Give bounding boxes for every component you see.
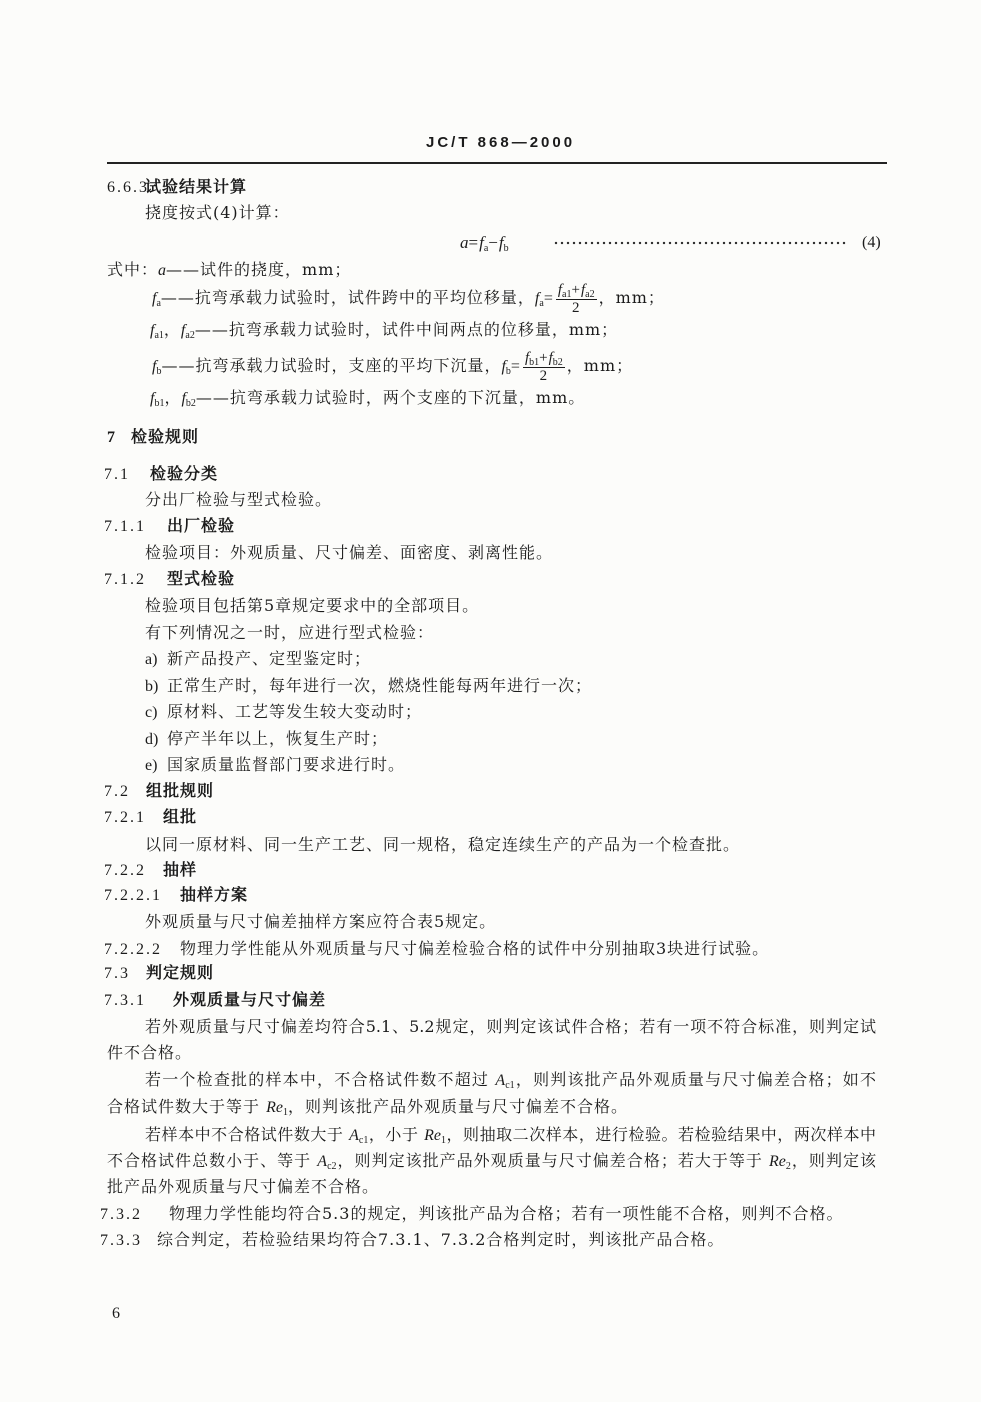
list-item — [145, 729, 388, 750]
subscript: 2 — [785, 1161, 791, 1172]
a-definition: ——试件的挠度，mm； — [166, 260, 352, 279]
where-fa12-line — [150, 320, 618, 341]
f-symbol: f — [548, 350, 553, 366]
f-symbol: f — [180, 322, 186, 339]
fraction-denominator: 2 — [539, 368, 549, 384]
formula-subscript-a: a — [483, 243, 489, 254]
text-segment: ，则判定该批产品外观质量与尺寸偏差合格；若大于等于 — [336, 1151, 770, 1170]
subscript: b — [505, 366, 511, 377]
subscript: a2 — [185, 330, 195, 341]
unit-text: ，mm； — [566, 356, 634, 375]
page-number: 6 — [112, 1305, 121, 1322]
fraction-numerator — [556, 281, 597, 300]
re-symbol: Re — [769, 1153, 786, 1170]
clause-number: 7.1 — [104, 466, 130, 483]
fa12-definition: ——抗弯承载力试验时，试件中间两点的位移量，mm； — [194, 320, 619, 339]
list-item — [145, 755, 405, 776]
re-symbol: Re — [424, 1127, 441, 1144]
fa-definition: ——抗弯承载力试验时，试件跨中的平均位移量， — [160, 288, 535, 307]
chapter-number: 7 — [107, 429, 117, 446]
text-segment: 若样本中不合格试件数大于 — [145, 1125, 350, 1144]
subscript: 1 — [440, 1135, 446, 1146]
subscript: b2 — [552, 357, 563, 368]
clause-title: 组批规则 — [146, 781, 215, 800]
clause-text: 物理力学性能均符合5.3的规定，判该批产品为合格；若有一项性能不合格，则判不合格。 — [169, 1204, 844, 1223]
where-fa-line — [152, 281, 665, 316]
clause-number: 7.2 — [104, 783, 130, 800]
clause-number: 7.3.2 — [100, 1206, 142, 1223]
clause-7-1-heading — [104, 464, 218, 485]
f-symbol: f — [524, 350, 530, 366]
clause-number: 7.1.1 — [104, 518, 146, 535]
clause-7-1-text: 分出厂检验与型式检验。 — [145, 490, 333, 509]
text-segment: 不合格试件总数小于、等于 — [107, 1151, 318, 1170]
clause-title: 出厂检验 — [167, 516, 236, 535]
paragraph-1-line-1: 若外观质量与尺寸偏差均符合5.1、5.2规定，则判定该试件合格；若有一项不符合标准，则判定试 — [145, 1017, 876, 1036]
list-item-text: 原材料、工艺等发生较大变动时； — [167, 702, 423, 721]
clause-7-2-2-1-text: 外观质量与尺寸偏差抽样方案应符合表5规定。 — [145, 912, 497, 931]
subscript: c2 — [327, 1161, 337, 1172]
clause-title: 外观质量与尺寸偏差 — [173, 990, 327, 1009]
fb-definition: ——抗弯承载力试验时，支座的平均下沉量， — [161, 356, 502, 375]
equals-sign: = — [543, 290, 554, 307]
fraction-numerator — [523, 349, 565, 368]
ac-symbol: A — [349, 1127, 359, 1144]
re-symbol: Re — [266, 1099, 283, 1116]
clause-text: 物理力学性能从外观质量与尺寸偏差检验合格的试件中分别抽取3块进行试验。 — [180, 939, 770, 958]
list-item-label: a) — [145, 651, 158, 668]
f-symbol: f — [152, 290, 157, 307]
subscript: b1 — [154, 398, 165, 409]
subscript: b1 — [529, 357, 540, 368]
clause-7-3-1-heading — [104, 990, 326, 1011]
paragraph-2-line-2 — [107, 1097, 628, 1118]
clause-title: 抽样方案 — [180, 885, 249, 904]
clause-title: 抽样 — [163, 860, 198, 879]
subscript: b — [156, 366, 162, 377]
text-segment: ，小于 — [368, 1125, 425, 1144]
clause-title: 试验结果计算 — [145, 177, 248, 196]
formula-intro: 挠度按式(4)计算： — [145, 203, 290, 222]
f-symbol: f — [534, 290, 540, 307]
subscript: a2 — [585, 289, 595, 300]
header-rule — [107, 162, 887, 164]
plus-sign: + — [571, 282, 581, 298]
formula-subscript-b: b — [503, 243, 509, 254]
clause-number: 7.2.2 — [104, 862, 146, 879]
formula-minus: − — [488, 233, 499, 252]
list-item — [145, 702, 422, 723]
list-item-label: e) — [145, 757, 158, 774]
fraction-denominator: 2 — [571, 300, 581, 316]
subscript: b2 — [185, 398, 196, 409]
fb12-definition: ——抗弯承载力试验时，两个支座的下沉量，mm。 — [195, 388, 586, 407]
formula-4 — [460, 233, 509, 253]
paragraph-2-line-1 — [145, 1070, 876, 1091]
formula-f-symbol: f — [479, 233, 484, 252]
clause-7-1-1-text: 检验项目：外观质量、尺寸偏差、面密度、剥离性能。 — [145, 543, 554, 562]
paragraph-3-line-1 — [145, 1125, 876, 1146]
clause-number: 7.3.3 — [100, 1232, 142, 1249]
text-segment: 合格试件数大于等于 — [107, 1097, 267, 1116]
clause-number: 7.2.2.1 — [104, 887, 162, 904]
clause-7-1-2-text1: 检验项目包括第5章规定要求中的全部项目。 — [145, 596, 480, 615]
clause-number: 7.1.2 — [104, 571, 146, 588]
list-item-label: c) — [145, 704, 158, 721]
equals-sign: = — [510, 358, 521, 375]
formula-f-symbol: f — [498, 233, 504, 252]
subscript: c1 — [505, 1080, 515, 1091]
text-segment: ，则判该批产品外观质量与尺寸偏差不合格。 — [287, 1097, 628, 1116]
clause-number: 7.3 — [104, 965, 130, 982]
text-segment: ，则判定该 — [790, 1151, 876, 1170]
clause-7-2-2-1-heading — [104, 885, 248, 906]
clause-number: 7.2.2.2 — [104, 941, 162, 958]
where-label: 式中： — [107, 260, 159, 279]
clause-number: 7.2.1 — [104, 809, 146, 826]
clause-7-3-2 — [100, 1204, 843, 1225]
list-item-label: b) — [145, 678, 159, 695]
clause-title: 型式检验 — [167, 569, 236, 588]
clause-7-2-2-heading — [104, 860, 197, 881]
clause-7-2-1-text: 以同一原材料、同一生产工艺、同一规格，稳定连续生产的产品为一个检查批。 — [145, 835, 741, 854]
subscript: a — [539, 298, 544, 309]
clause-7-2-1-heading — [104, 807, 197, 828]
f-symbol: f — [580, 282, 586, 298]
list-item-label: d) — [145, 731, 159, 748]
subscript: c1 — [358, 1135, 369, 1146]
ac-symbol: A — [317, 1153, 328, 1170]
f-symbol: f — [150, 322, 155, 339]
clause-title: 组批 — [163, 807, 198, 826]
list-item-text: 正常生产时，每年进行一次，燃烧性能每两年进行一次； — [167, 676, 593, 695]
dot-leader — [553, 240, 848, 246]
clause-number: 6.6.3 — [107, 179, 149, 196]
list-item — [145, 649, 371, 670]
text-segment: 若一个检查批的样本中，不合格试件数不超过 — [145, 1070, 496, 1089]
list-item-text: 国家质量监督部门要求进行时。 — [167, 755, 406, 774]
list-item-text: 新产品投产、定型鉴定时； — [167, 649, 372, 668]
a-symbol: a — [158, 262, 167, 279]
clause-7-3-heading — [104, 963, 214, 984]
f-symbol: f — [150, 390, 155, 407]
chapter-title: 检验规则 — [131, 427, 200, 446]
subscript: a1 — [562, 289, 572, 300]
separator: ， — [163, 320, 181, 339]
f-symbol: f — [181, 390, 186, 407]
formula-lhs: a — [460, 233, 469, 252]
subscript: 1 — [282, 1107, 288, 1118]
text-segment: ，则抽取二次样本，进行检验。若检验结果中，两次样本中 — [445, 1125, 876, 1144]
formula-equals: = — [468, 233, 480, 252]
list-item-text: 停产半年以上，恢复生产时； — [167, 729, 389, 748]
subscript: a — [156, 298, 161, 309]
clause-7-1-1-heading — [104, 516, 235, 537]
where-a-line — [107, 260, 351, 281]
ac-symbol: A — [495, 1072, 506, 1089]
clause-7-1-2-text2: 有下列情况之一时，应进行型式检验： — [145, 623, 435, 642]
unit-text: ，mm； — [598, 288, 665, 307]
clause-number: 7.3.1 — [104, 992, 146, 1009]
clause-7-2-heading — [104, 781, 214, 802]
subscript: a1 — [154, 330, 164, 341]
f-symbol: f — [501, 358, 506, 375]
clause-7-3-3 — [100, 1230, 724, 1251]
paragraph-3-line-2 — [107, 1151, 876, 1172]
clause-title: 判定规则 — [146, 963, 215, 982]
text-segment: ，则判该批产品外观质量与尺寸偏差合格；如不 — [514, 1070, 876, 1089]
formula-number: (4) — [862, 234, 881, 251]
chapter-7-heading — [107, 427, 199, 448]
list-item — [145, 676, 592, 697]
where-fb12-line — [150, 388, 585, 409]
clause-7-1-2-heading — [104, 569, 235, 590]
f-symbol: f — [557, 282, 563, 298]
clause-text: 综合判定，若检验结果均符合7.3.1、7.3.2合格判定时，判该批产品合格。 — [157, 1230, 725, 1249]
clause-6-6-3-heading — [107, 177, 247, 198]
fa-fraction — [556, 281, 597, 316]
standard-code-header: JC/T 868—2000 — [426, 134, 576, 151]
clause-7-2-2-2 — [104, 939, 769, 960]
paragraph-1-line-2: 件不合格。 — [107, 1043, 193, 1062]
paragraph-3-line-3: 批产品外观质量与尺寸偏差不合格。 — [107, 1177, 380, 1196]
fb-fraction — [523, 349, 565, 384]
where-fb-line — [152, 349, 633, 384]
clause-title: 检验分类 — [150, 464, 219, 483]
separator: ， — [164, 388, 182, 407]
plus-sign: + — [539, 350, 549, 366]
f-symbol: f — [152, 358, 157, 375]
